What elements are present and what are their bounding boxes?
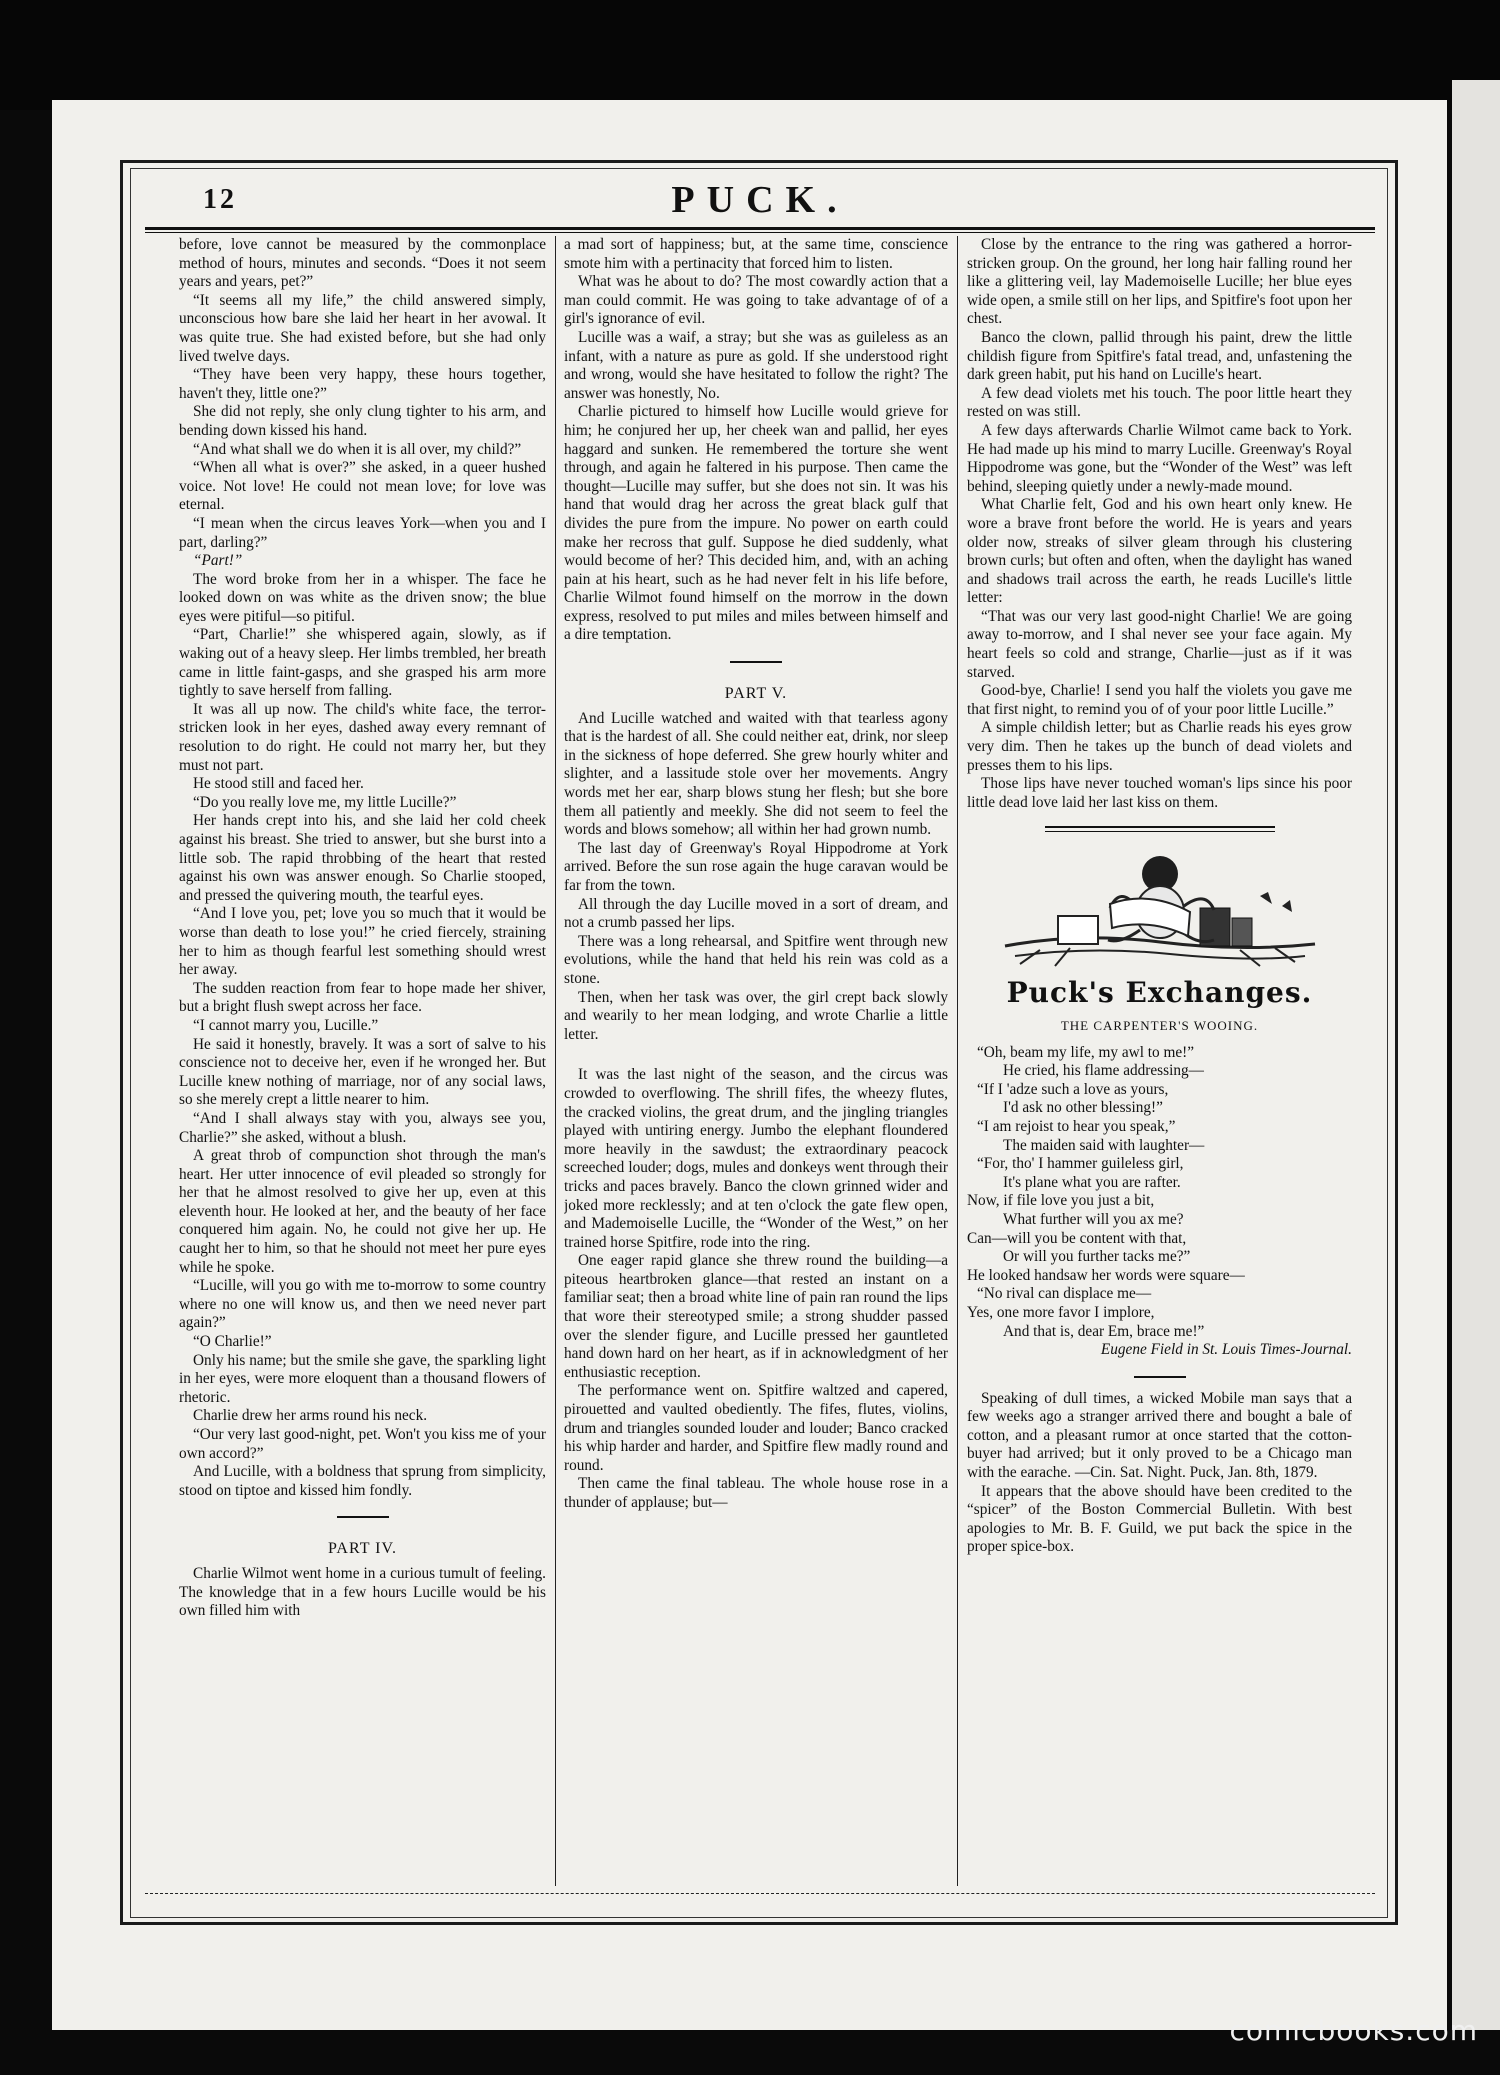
paragraph: A simple childish letter; but as Charlie reads his eyes grow very dim. Then he takes up the bunch of dead violets and presses them to his lips. (967, 719, 1352, 774)
paragraph: All through the day Lucille moved in a sort of dream, and not a crumb passed her lips. (564, 895, 948, 932)
section-rule (337, 1516, 389, 1518)
paragraph: Good-bye, Charlie! I send you half the violets you gave me that first night, to remind you of of your poor little Lucille.” (967, 682, 1352, 718)
paragraph: The word broke from her in a whisper. The face he looked down on was white as the driven snow; the blue eyes were pitiful—so pitiful. (179, 570, 546, 625)
poem-line: I'd ask no other blessing!” (1003, 1099, 1163, 1117)
page-header (145, 178, 1375, 226)
paragraph: “And I love you, pet; love you so much that it would be worse than death to lose you!” he cried fiercely, straining her to him as though fearful lest something should wrest her away. (179, 905, 546, 979)
paragraph: before, love cannot be measured by the commonplace method of hours, minutes and seconds. “Does it not seem years and years, pet?” (179, 236, 546, 291)
paragraph: “When all what is over?” she asked, in a queer hushed voice. Not love! He could not mean love; for love was eternal. (179, 459, 546, 514)
paragraph: It appears that the above should have been credited to the “spicer” of the Boston Commercial Bulletin. With best apologies to Mr. B. F. Guild, we put back the spice in the proper spice-box. (967, 1482, 1352, 1556)
paragraph: Only his name; but the smile she gave, the sparkling light in her eyes, were more eloquent than a thousand flowers of rhetoric. (179, 1351, 546, 1406)
paragraph: One eager rapid glance she threw round the building—a piteous heartbroken glance—that rested an instant on a familiar seat; then a broad white line of pain ran round the lips that wore their stereotyped smile; a strong shudder passed over the slender figure, and Lucille pressed her gauntleted hand down hard on her heart, as if in acknowledgment of her enthusiastic reception. (564, 1252, 948, 1381)
paragraph: Speaking of dull times, a wicked Mobile man says that a few weeks ago a stranger arrived there and bought a bale of cotton, and a pleasant rumor at once started that the cotton-buyer had arrived; but it only proved to be a Chicago man with the earache. —Cin. Sat. Night. Puck, Jan. 8th, 1879. (967, 1389, 1352, 1482)
paragraph: The performance went on. Spitfire waltzed and capered, pirouetted and vaulted obediently. The fifes, flutes, violins, drum and triangles sounded louder and louder; Banco cracked his whip harder and harder, and Spitfire flew madly round and round. (564, 1382, 948, 1474)
part-heading: PART IV. (328, 1540, 397, 1558)
paragraph: A few days afterwards Charlie Wilmot came back to York. He had made up his mind to marry Lucille. Greenway's Royal Hippodrome was gone, but the “Wonder of the West” was left behind, sleeping quietly under a newly-made mound. (967, 421, 1352, 495)
header-rule (145, 227, 1375, 230)
adjacent-page-edge (1452, 80, 1500, 2030)
poem-line: He cried, his flame addressing— (1003, 1062, 1204, 1080)
column-2 (564, 236, 948, 1891)
paragraph: What Charlie felt, God and his own heart only knew. He wore a brave front before the world. He is years and years older now, streaks of silver gleam through his clustering brown curls; but often and often, when the daylight has waned and shadows trail across the earth, he reads Lucille's little letter: (967, 496, 1352, 607)
page-number: 12 (203, 184, 237, 215)
part-heading: PART V. (724, 685, 788, 703)
paragraph: A great throb of compunction shot through the man's heart. Her utter innocence of evil pleaded so strongly for her that he almost resolved to give her up, even at this eleventh hour. He looked at her, and the beauty of her face conquered him again. No, he could not give her up. He caught her to him, so that he should not meet her pure eyes while he spoke. (179, 1147, 546, 1276)
paragraph: “Our very last good-night, pet. Won't you kiss me of your own accord?” (179, 1426, 546, 1462)
paragraph: What was he about to do? The most cowardly action that a man could commit. He was going to take advantage of of a girl's ignorance of evil. (564, 273, 948, 328)
footer-rule (145, 1893, 1375, 1894)
column-3 (967, 236, 1352, 1891)
poem-line: Can—will you be content with that, (967, 1229, 1187, 1247)
paragraph: “Lucille, will you go with me to-morrow to some country where no one will know us, and then we need never part again?” (179, 1277, 546, 1332)
poem-line: It's plane what you are rafter. (1003, 1173, 1181, 1191)
paragraph: And Lucille watched and waited with that tearless agony that is the hardest of all. She could neither eat, drink, nor sleep in the sickness of hope deferred. She grew hourly whiter and slighter, and a lassitude stole over her movements. Angry words met her ear, sharp blows stung her flesh; but she bore them all patiently and meekly. She did not seem to feel the words and blows somehow; all within her had grown numb. (564, 709, 948, 839)
paragraph: Those lips have never touched woman's lips since his poor little dead love laid her last kiss on them. (967, 775, 1352, 811)
poem-line: “If I 'adze such a love as yours, (977, 1080, 1169, 1098)
cherub-vignette-illustration (1000, 846, 1320, 976)
exchanges-heading: Puck's Exchanges. (1006, 976, 1313, 1010)
paragraph: “That was our very last good-night Charlie! We are going away to-morrow, and I shal never see your face again. My heart feels so cold and strange, Charlie—just as if it was starved. (967, 607, 1352, 681)
paragraph: Charlie pictured to himself how Lucille would grieve for him; he conjured her up, her cheek wan and pallid, her eyes haggard and sunken. He remembered the torture she went through, and again he faltered in his purpose. Then came the thought—Lucille may suffer, but she does not sin. It was his hand that would drag her across the great black gulf that divides the pure from the impure. No power on earth could make her recross that gulf. Suppose he died suddenly, what would become of her? This decided him, and, with an aching pain at his heart, such as he had never felt in his life before, Charlie Wilmot found himself on the morrow in the down express, resolved to put miles and miles between himself and a dire temptation. (564, 403, 948, 644)
poem-line: Or will you further tacks me?” (1003, 1248, 1191, 1266)
column-divider (555, 236, 556, 1886)
paragraph: “I mean when the circus leaves York—when you and I part, darling?” (179, 514, 546, 551)
paragraph: Charlie drew her arms round his neck. (193, 1407, 428, 1425)
paragraph: “O Charlie!” (193, 1333, 272, 1351)
paragraph: Banco the clown, pallid through his paint, drew the little childish figure from Spitfire's fatal tread, and, unfastening the dark green habit, put his hand on Lucille's heart. (967, 328, 1352, 384)
poem-line: What further will you ax me? (1003, 1210, 1184, 1228)
paragraph: “Do you really love me, my little Lucille?” (193, 793, 457, 811)
scan-background (0, 0, 1500, 110)
paragraph: “Part, Charlie!” she whispered again, slowly, as if waking out of a heavy sleep. Her limbs trembled, her breath came in little faint-gasps, and she grasped his arm more tightly to save herself from falling. (179, 626, 546, 700)
poem-line: Now, if file love you just a bit, (967, 1192, 1155, 1210)
paragraph: Close by the entrance to the ring was gathered a horror-stricken group. On the ground, her long hair falling round her like a glittering veil, lay Mademoiselle Lucille; her blue eyes wide open, a smile still on her lips, and Spitfire's foot upon her chest. (967, 236, 1352, 328)
column-divider (957, 236, 958, 1886)
paragraph: It was all up now. The child's white face, the terror-stricken look in her eyes, dashed away every remnant of resolution to do right. He could not marry her, but they must not part. (179, 700, 546, 774)
poem-line: Yes, one more favor I implore, (967, 1303, 1155, 1321)
poem-line: “For, tho' I hammer guileless girl, (977, 1155, 1184, 1173)
paragraph: Then came the final tableau. The whole house rose in a thunder of applause; but— (564, 1475, 948, 1511)
poem-title: THE CARPENTER'S WOOING. (1060, 1018, 1259, 1033)
paragraph: She did not reply, she only clung tighter to his arm, and bending down kissed his hand. (179, 403, 546, 439)
poem-attribution: Eugene Field in St. Louis Times-Journal. (1100, 1341, 1352, 1359)
section-double-rule (1045, 826, 1275, 832)
paragraph: And Lucille, with a boldness that sprung from simplicity, stood on tiptoe and kissed him fondly. (179, 1463, 546, 1499)
paragraph: “It seems all my life,” the child answered simply, unconscious how bare she laid her heart in her avowal. It was quite true. She had existed before, but she had only lived twelve days. (179, 291, 546, 365)
paragraph: A few dead violets met his touch. The poor little heart they rested on was still. (967, 384, 1352, 421)
paragraph: “And what shall we do when it is all over, my child?” (193, 440, 522, 458)
paragraph: Charlie Wilmot went home in a curious tumult of feeling. The knowledge that in a few hours Lucille would be his own filled him with (179, 1564, 546, 1620)
paragraph: Then, when her task was over, the girl crept back slowly and wearily to her mean lodging, and wrote Charlie a little letter. (564, 988, 948, 1043)
poem-line: “I am rejoist to hear you speak,” (977, 1117, 1176, 1135)
paragraph: He said it honestly, bravely. It was a sort of salve to his conscience not to deceive her, even if he wronged her. But Lucille knew nothing of marriage, nor of any social laws, so she merely crept a little nearer to him. (179, 1035, 546, 1109)
masthead: PUCK. (671, 179, 849, 221)
paragraph: The last day of Greenway's Royal Hippodrome at York arrived. Before the sun rose again the huge caravan would be far from the town. (564, 839, 948, 894)
poem-line: “Oh, beam my life, my awl to me!” (977, 1043, 1195, 1061)
paragraph: He stood still and faced her. (193, 775, 364, 793)
header-rule-thin (145, 232, 1375, 233)
poem (967, 1044, 1352, 1342)
paragraph: Lucille was a waif, a stray; but she was as guileless as an infant, with a nature as pure as gold. If she understood right and wrong, would she have hesitated to follow the right? The answer was honestly, No. (564, 328, 948, 402)
paragraph: “I cannot marry you, Lucille.” (193, 1016, 379, 1034)
paragraph: “And I shall always stay with you, always see you, Charlie?” she asked, without a blush. (179, 1109, 546, 1146)
paragraph: The sudden reaction from fear to hope made her shiver, but a bright flush swept across her face. (179, 979, 546, 1016)
poem-line: The maiden said with laughter— (1003, 1136, 1205, 1154)
section-rule (730, 661, 782, 663)
paragraph: There was a long rehearsal, and Spitfire went through new evolutions, while the hand that held his rein was cold as a stone. (564, 932, 948, 987)
paragraph: It was the last night of the season, and the circus was crowded to overflowing. The shrill fifes, the wheezy flutes, the cracked violins, the great drum, and the jingling triangles played with untiring energy. Jumbo the elephant floundered more heavily in the sawdust; the extraordinary peacock screeched louder; dogs, mules and donkeys went through their tricks and paces bravely. Banco the clown grinned wider and joked more recklessly; and at ten o'clock the gate flew open, and Mademoiselle Lucille, the “Wonder of the West,” on her trained horse Spitfire, rode into the ring. (564, 1066, 948, 1251)
paragraph: “Part!” (193, 552, 243, 570)
paragraph: a mad sort of happiness; but, at the same time, conscience smote him with a pertinacity that forced him to listen. (564, 236, 948, 272)
poem-line: He looked handsaw her words were square— (967, 1266, 1245, 1284)
paragraph: “They have been very happy, these hours together, haven't they, little one?” (179, 366, 546, 402)
paragraph: Her hands crept into his, and she laid her cold cheek against his breast. She tried to answer, but she burst into a little sob. The rapid throbbing of the heart that rested against his own was answer enough. So Charlie stooped, and pressed the quivering mouth, the tearful eyes. (179, 812, 546, 904)
poem-line: And that is, dear Em, brace me!” (1003, 1322, 1205, 1340)
watermark: comicbooks.com (1229, 2014, 1478, 2047)
poem-line: “No rival can displace me— (977, 1285, 1152, 1303)
column-1 (179, 236, 546, 1891)
